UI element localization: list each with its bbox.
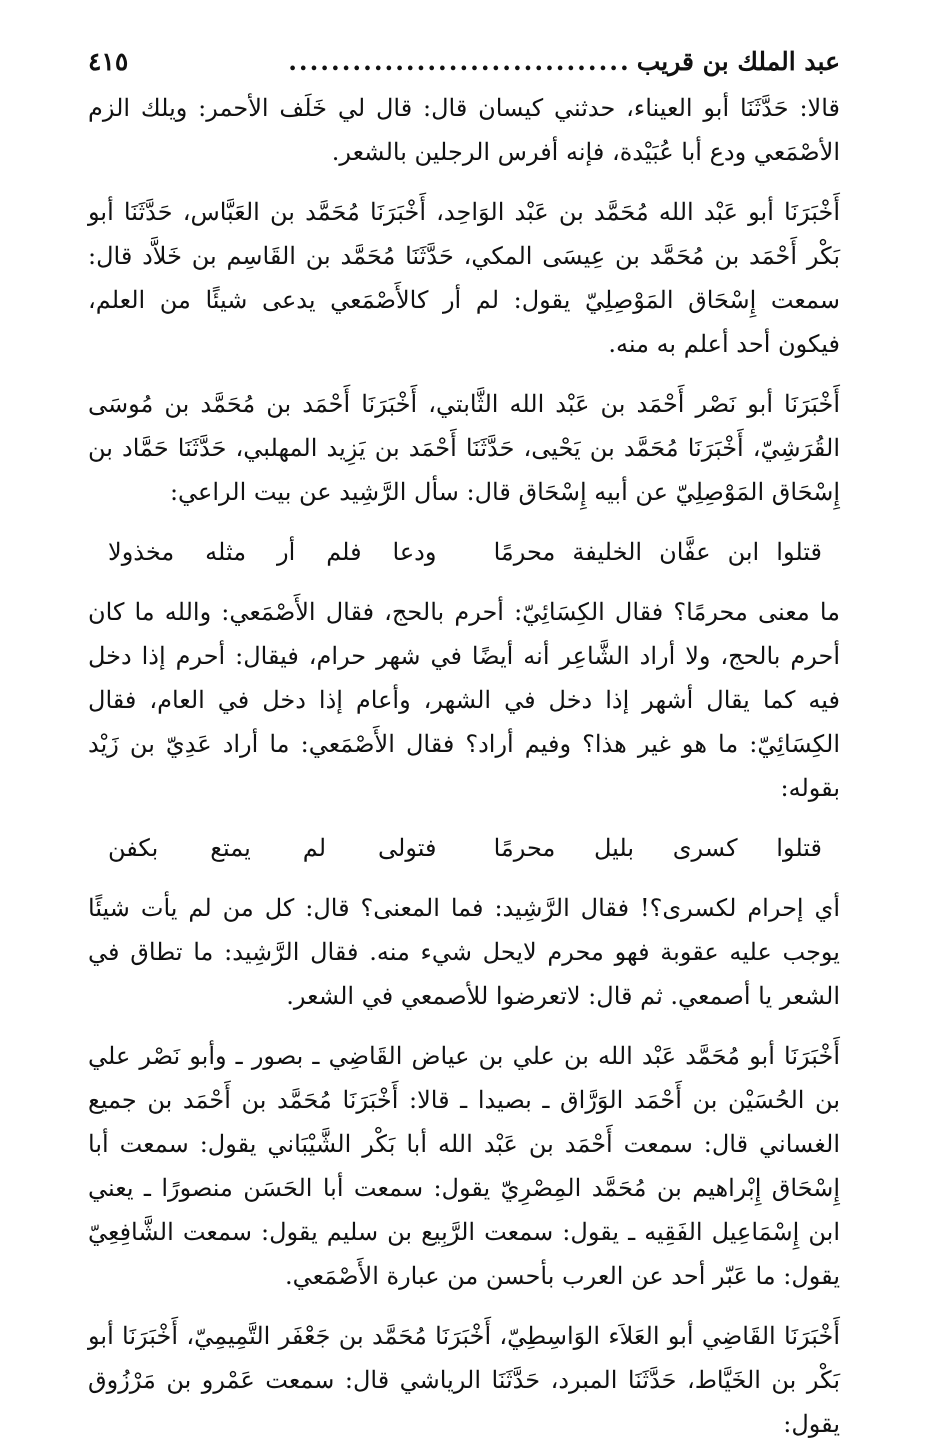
running-header <box>88 40 840 84</box>
paragraph: أَخْبَرَنَا أبو نَصْر أَحْمَد بن عَبْد الله الثَّابتي، أَخْبَرَنَا أَحْمَد بن مُحَمَّد بن مُوسَى القُرَشِيّ، أَخْبَرَنَا مُحَمَّد بن يَحْيى، حَدَّثَنَا أَحْمَد بن يَزِيد المهلبي، حَدَّثَنَا حَمَّاد بن إِسْحَاق المَوْصِلِيّ عن أبيه إِسْحَاق قال: سأل الرَّشِيد عن بيت الراعي: <box>88 390 841 506</box>
header-leader-dots: ................................ <box>288 47 631 76</box>
running-title: عبد الملك بن قريب <box>636 47 840 76</box>
verse-second-hemistich: ودعا فلم أر مثله مخذولا <box>108 538 437 566</box>
verse-second-hemistich: فتولى لم يمتع بكفن <box>108 834 437 862</box>
paragraph: ما معنى محرمًا؟ فقال الكِسَائِيّ: أحرم بالحج، فقال الأَصْمَعي: والله ما كان أحرم بالحج، ولا أراد الشَّاعِر أنه أيضًا في شهر حرام، فيقال: أحرم إذا دخل فيه كما يقال أشهر إذا دخل في الشهر، وأعام إذا دخل في العام، فقال الكِسَائِيّ: ما هو غير هذا؟ وفيم أراد؟ فقال الأَصْمَعي: ما أراد عَدِيّ بن زَيْد بقوله: <box>88 598 841 802</box>
document-page <box>88 40 841 1438</box>
verse-first-hemistich: قتلوا ابن عفَّان الخليفة محرمًا <box>493 538 822 566</box>
page-number: ٤١٥ <box>88 47 129 76</box>
verse-line <box>88 826 840 870</box>
verse-line <box>88 530 840 574</box>
paragraph: أَخْبَرَنَا أبو عَبْد الله مُحَمَّد بن عَبْد الوَاحِد، أَخْبَرَنَا مُحَمَّد بن العَبَّاس، حَدَّثَنَا أبو بَكْر أَحْمَد بن مُحَمَّد بن عِيسَى المكي، حَدَّثَنَا مُحَمَّد بن القَاسِم بن خَلاَّد قال: سمعت إِسْحَاق المَوْصِلِيّ يقول: لم أر كالأَصْمَعي يدعى شيئًا من العلم، فيكون أحد أعلم به منه. <box>88 198 840 358</box>
paragraph: أَخْبَرَنَا أبو مُحَمَّد عَبْد الله بن علي بن عياض القَاضِي ـ بصور ـ وأبو نَصْر علي بن الحُسَيْن بن أَحْمَد الوَرَّاق ـ بصيدا ـ قالا: أَخْبَرَنَا مُحَمَّد بن أَحْمَد بن جميع الغساني قال: سمعت أَحْمَد بن عَبْد الله أبا بَكْر الشَّيْبَاني يقول: سمعت أبا إِسْحَاق إِبْراهيم بن مُحَمَّد المِصْرِيّ يقول: سمعت أبا الحَسَن منصورًا ـ يعني ابن إِسْمَاعِيل الفَقِيه ـ يقول: سمعت الرَّبِيع بن سليم يقول: سمعت الشَّافِعِيّ يقول: ما عَبّر أحد عن العرب بأحسن من عبارة الأَصْمَعي. <box>88 1042 840 1290</box>
paragraph: أي إحرام لكسرى؟! فقال الرَّشِيد: فما المعنى؟ قال: كل من لم يأت شيئًا يوجب عليه عقوبة فهو محرم لايحل شيء منه. فقال الرَّشِيد: ما تطاق في الشعر يا أصمعي. ثم قال: لاتعرضوا للأصمعي في الشعر. <box>88 894 840 1010</box>
verse-first-hemistich: قتلوا كسرى بليل محرمًا <box>493 834 822 862</box>
paragraph: قالا: حَدَّثَنَا أبو العيناء، حدثني كيسان قال: قال لي خَلَف الأحمر: ويلك الزم الأصْمَعي ودع أبا عُبَيْدة، فإنه أفرس الرجلين بالشعر. <box>88 94 840 166</box>
paragraph: أَخْبَرَنَا القَاضِي أبو العَلاَء الوَاسِطِيّ، أَخْبَرَنَا مُحَمَّد بن جَعْفَر التَّمِيمِيّ، أَخْبَرَنَا أبو بَكْر بن الخَيَّاط، حَدَّثَنَا المبرد، حَدَّثَنَا الرياشي قال: سمعت عَمْرو بن مَرْزُوق يقول: <box>88 1322 840 1438</box>
